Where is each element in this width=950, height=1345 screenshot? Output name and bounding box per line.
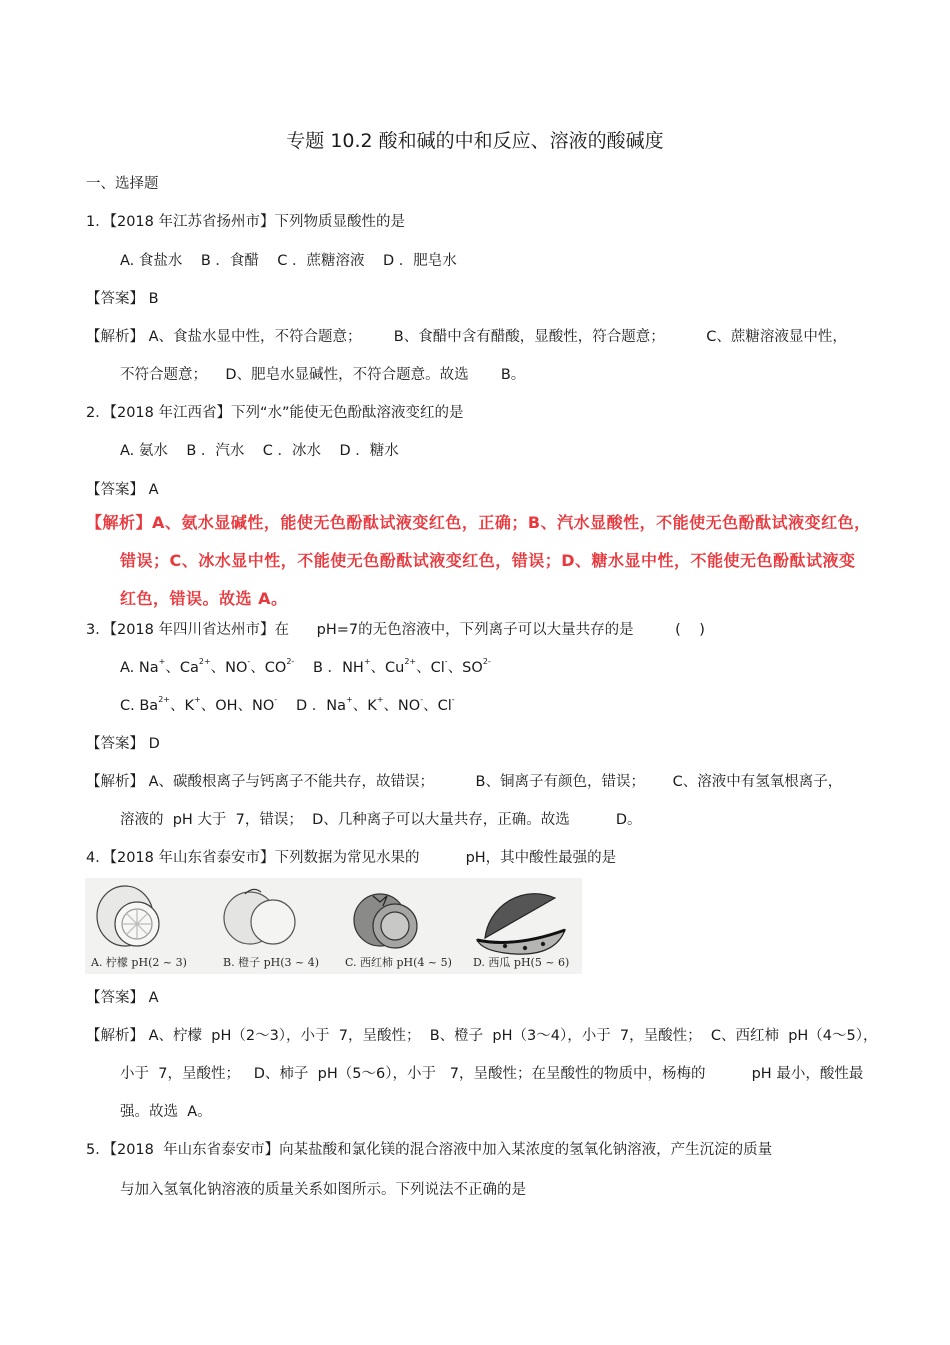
watermelon-caption: D. 西瓜 pH(5 ~ 6) xyxy=(473,956,570,969)
tomato-image xyxy=(354,894,417,948)
ion-oh-no3: 、OH、NO xyxy=(200,698,275,714)
watermelon-image xyxy=(477,894,565,954)
question-2-analysis-line1: 【解析】A、氨水显碱性，能使无色酚酞试液变红色，正确；B、汽水显酸性，不能使无色酚酞试液变红色， xyxy=(86,513,871,532)
ion-no3: 、NO xyxy=(210,660,248,676)
charge: 2- xyxy=(482,657,491,666)
question-2-stem: 2．【2018 年江西省】下列“水”能使无色酚酞溶液变红的是 xyxy=(86,405,464,421)
charge: + xyxy=(194,695,201,704)
ion-ba: Ba xyxy=(139,698,159,714)
ion-na: Na xyxy=(138,660,159,676)
question-4-analysis-line3: 强。故选 A。 xyxy=(120,1104,212,1120)
charge: - xyxy=(451,695,455,704)
ion-cu: 、Cu xyxy=(370,660,405,676)
charge: + xyxy=(346,695,353,704)
question-2-analysis-line3: 红色，错误。故选 A。 xyxy=(120,589,288,608)
question-1-options: A. 食盐水 B ．食醋 C ．蔗糖溶液 D ．肥皂水 xyxy=(120,253,457,269)
lemon-caption: A. 柠檬 pH(2 ~ 3) xyxy=(91,956,187,969)
option-d-prefix: D ． xyxy=(296,698,327,714)
ion-cl: 、Cl xyxy=(416,660,445,676)
lemon-image xyxy=(97,886,159,946)
orange-caption: B. 橙子 pH(3 ~ 4) xyxy=(223,956,319,969)
charge: 2+ xyxy=(158,695,170,704)
question-5-stem: 5．【2018 年山东省泰安市】向某盐酸和氯化镁的混合溶液中加入某浓度的氢氧化钠溶液，产生沉淀的质量 xyxy=(86,1142,773,1158)
ion-k: 、K xyxy=(169,698,194,714)
question-1-stem: 1．【2018 年江苏省扬州市】下列物质显酸性的是 xyxy=(86,214,405,230)
ion-so4: 、SO xyxy=(447,660,483,676)
question-4-analysis-line1: 【解析】 A、柠檬 pH（2～3），小于 7，呈酸性； B、橙子 pH（3～4），小于 7，呈酸性； C、西红柿 pH（4～5）， xyxy=(86,1028,878,1044)
question-3-analysis-line1: 【解析】 A、碳酸根离子与钙离子不能共存，故错误； B、铜离子有颜色，错误； C、溶液中有氢氧根离子， xyxy=(86,774,843,790)
question-4-analysis-line2: 小于 7，呈酸性； D、柿子 pH（5～6），小于 7，呈酸性；在呈酸性的物质中，杨梅的 pH 最小，酸性最 xyxy=(120,1066,864,1082)
question-4-answer: 【答案】 A xyxy=(86,990,159,1006)
question-3-answer: 【答案】 D xyxy=(86,736,160,752)
charge: + xyxy=(158,657,166,666)
charge: - xyxy=(444,657,448,666)
ion-nh4: NH xyxy=(342,660,364,676)
page-title: 专题 10.2 酸和碱的中和反应、溶液的酸碱度 xyxy=(286,130,664,152)
question-4-stem: 4．【2018 年山东省泰安市】下列数据为常见水果的 pH，其中酸性最强的是 xyxy=(86,850,617,866)
question-3-stem: 3．【2018 年四川省达州市】在 pH=7的无色溶液中，下列离子可以大量共存的是 ( ) xyxy=(86,622,705,638)
charge: 2+ xyxy=(198,657,211,666)
charge: - xyxy=(420,695,424,704)
ion-na: Na xyxy=(326,698,347,714)
question-3-option-c xyxy=(120,696,277,716)
question-2-answer: 【答案】 A xyxy=(86,482,159,498)
charge: - xyxy=(247,657,251,666)
fruit-ph-figure xyxy=(85,878,582,974)
question-3-analysis-line2: 溶液的 pH 大于 7，错误； D、几种离子可以大量共存，正确。故选 D。 xyxy=(120,812,642,828)
question-3-option-a xyxy=(120,658,294,678)
question-2-options: A. 氨水 B ．汽水 C ．冰水 D ．糖水 xyxy=(120,443,399,459)
charge: 2+ xyxy=(404,657,417,666)
charge: - xyxy=(274,695,278,704)
ion-cl: 、Cl xyxy=(423,698,452,714)
option-a-prefix: A. xyxy=(120,660,139,676)
charge: + xyxy=(376,695,384,704)
ion-co3: 、CO xyxy=(250,660,287,676)
charge: 2- xyxy=(286,657,295,666)
question-3-option-b xyxy=(313,658,491,678)
orange-image xyxy=(224,889,295,944)
section-heading: 一、选择题 xyxy=(86,176,159,192)
question-1-analysis-line2: 不符合题意； D、肥皂水显碱性，不符合题意。故选 B。 xyxy=(120,367,526,383)
ion-ca: 、Ca xyxy=(165,660,199,676)
ion-k: 、K xyxy=(352,698,377,714)
ion-no3: 、NO xyxy=(383,698,421,714)
question-1-answer: 【答案】 B xyxy=(86,291,159,307)
question-1-analysis-line1: 【解析】 A、食盐水显中性，不符合题意； B、食醋中含有醋酸，显酸性，符合题意； C、蔗糖溶液显中性， xyxy=(86,329,847,345)
option-b-prefix: B ． xyxy=(313,660,343,676)
question-5-stem-line2: 与加入氢氧化钠溶液的质量关系如图所示。下列说法不正确的是 xyxy=(120,1182,526,1198)
charge: + xyxy=(363,657,371,666)
option-c-prefix: C. xyxy=(120,698,140,714)
tomato-caption: C. 西红柿 pH(4 ~ 5) xyxy=(345,956,452,969)
question-2-analysis-line2: 错误；C、冰水显中性，不能使无色酚酞试液变红色，错误；D、糖水显中性，不能使无色酚酞试液变 xyxy=(120,551,856,570)
question-3-option-d xyxy=(296,696,455,716)
